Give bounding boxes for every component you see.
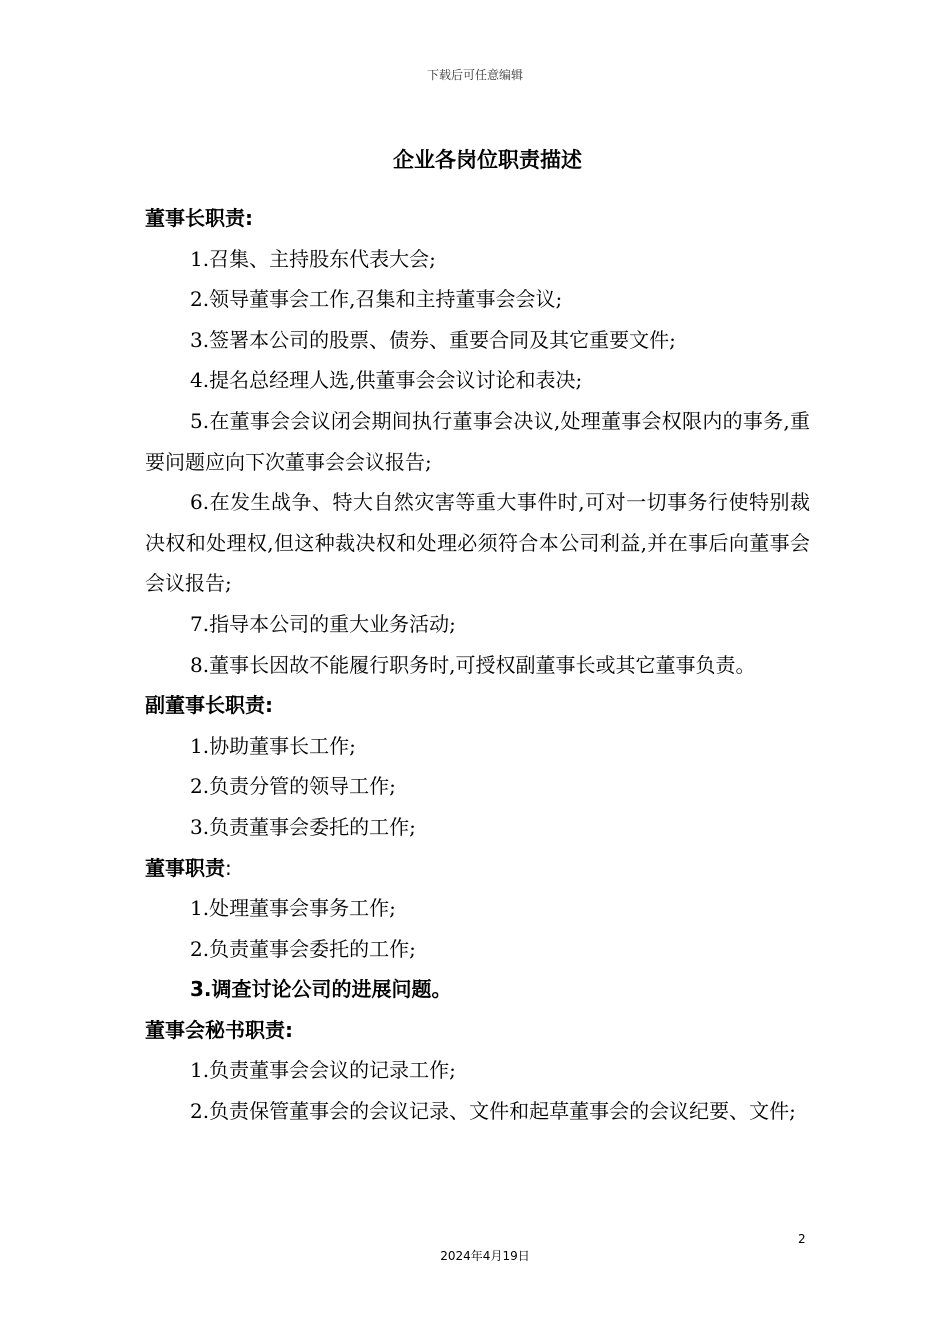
list-item: 4.提名总经理人选,供董事会会议讨论和表决; bbox=[190, 368, 583, 393]
page-number: 2 bbox=[798, 1232, 806, 1246]
document-title: 企业各岗位职责描述 bbox=[393, 148, 582, 172]
list-item: 1.协助董事长工作; bbox=[190, 733, 356, 758]
section-heading bbox=[145, 848, 810, 889]
list-item: 3.签署本公司的股票、债券、重要合同及其它重要文件; bbox=[190, 327, 676, 352]
list-item: 1.负责董事会会议的记录工作; bbox=[190, 1058, 456, 1083]
list-item: 1.处理董事会事务工作; bbox=[190, 896, 396, 921]
list-item: 5.在董事会会议闭会期间执行董事会决议,处理董事会权限内的事务,重要问题应向下次董事会会议报告; bbox=[145, 408, 810, 474]
header-note: 下载后可任意编辑 bbox=[426, 68, 523, 82]
section-heading: 董事长职责: bbox=[145, 206, 253, 230]
list-item: 2.负责董事会委托的工作; bbox=[190, 936, 416, 961]
list-item: 2.负责分管的领导工作; bbox=[190, 774, 396, 799]
section-heading: 董事会秘书职责: bbox=[145, 1017, 293, 1042]
section-heading: 副董事长职责: bbox=[145, 693, 273, 718]
section-chairman bbox=[145, 198, 810, 685]
section-director bbox=[145, 848, 810, 1010]
section-heading-colon: : bbox=[225, 855, 232, 880]
list-item: 2.领导董事会工作,召集和主持董事会会议; bbox=[190, 287, 563, 312]
list-item: 8.董事长因故不能履行职务时,可授权副董事长或其它董事负责。 bbox=[190, 652, 756, 677]
list-item-bold: 3.调查讨论公司的进展问题。 bbox=[190, 977, 452, 1002]
list-item: 6.在发生战争、特大自然灾害等重大事件时,可对一切事务行使特别裁决权和处理权,但这种裁决权和处理必须符合本公司利益,并在事后向董事会会议报告; bbox=[145, 490, 810, 596]
footer-date: 2024年4月19日 bbox=[440, 1249, 530, 1263]
list-item: 3.负责董事会委托的工作; bbox=[190, 814, 416, 839]
list-item: 7.指导本公司的重大业务活动; bbox=[190, 611, 456, 636]
section-board-secretary bbox=[145, 1010, 810, 1132]
list-item: 2.负责保管董事会的会议记录、文件和起草董事会的会议纪要、文件; bbox=[190, 1099, 796, 1124]
list-item: 1.召集、主持股东代表大会; bbox=[190, 246, 436, 271]
section-heading-text: 董事职责 bbox=[145, 855, 225, 880]
section-vice-chairman bbox=[145, 685, 810, 847]
document-body bbox=[145, 198, 810, 1132]
